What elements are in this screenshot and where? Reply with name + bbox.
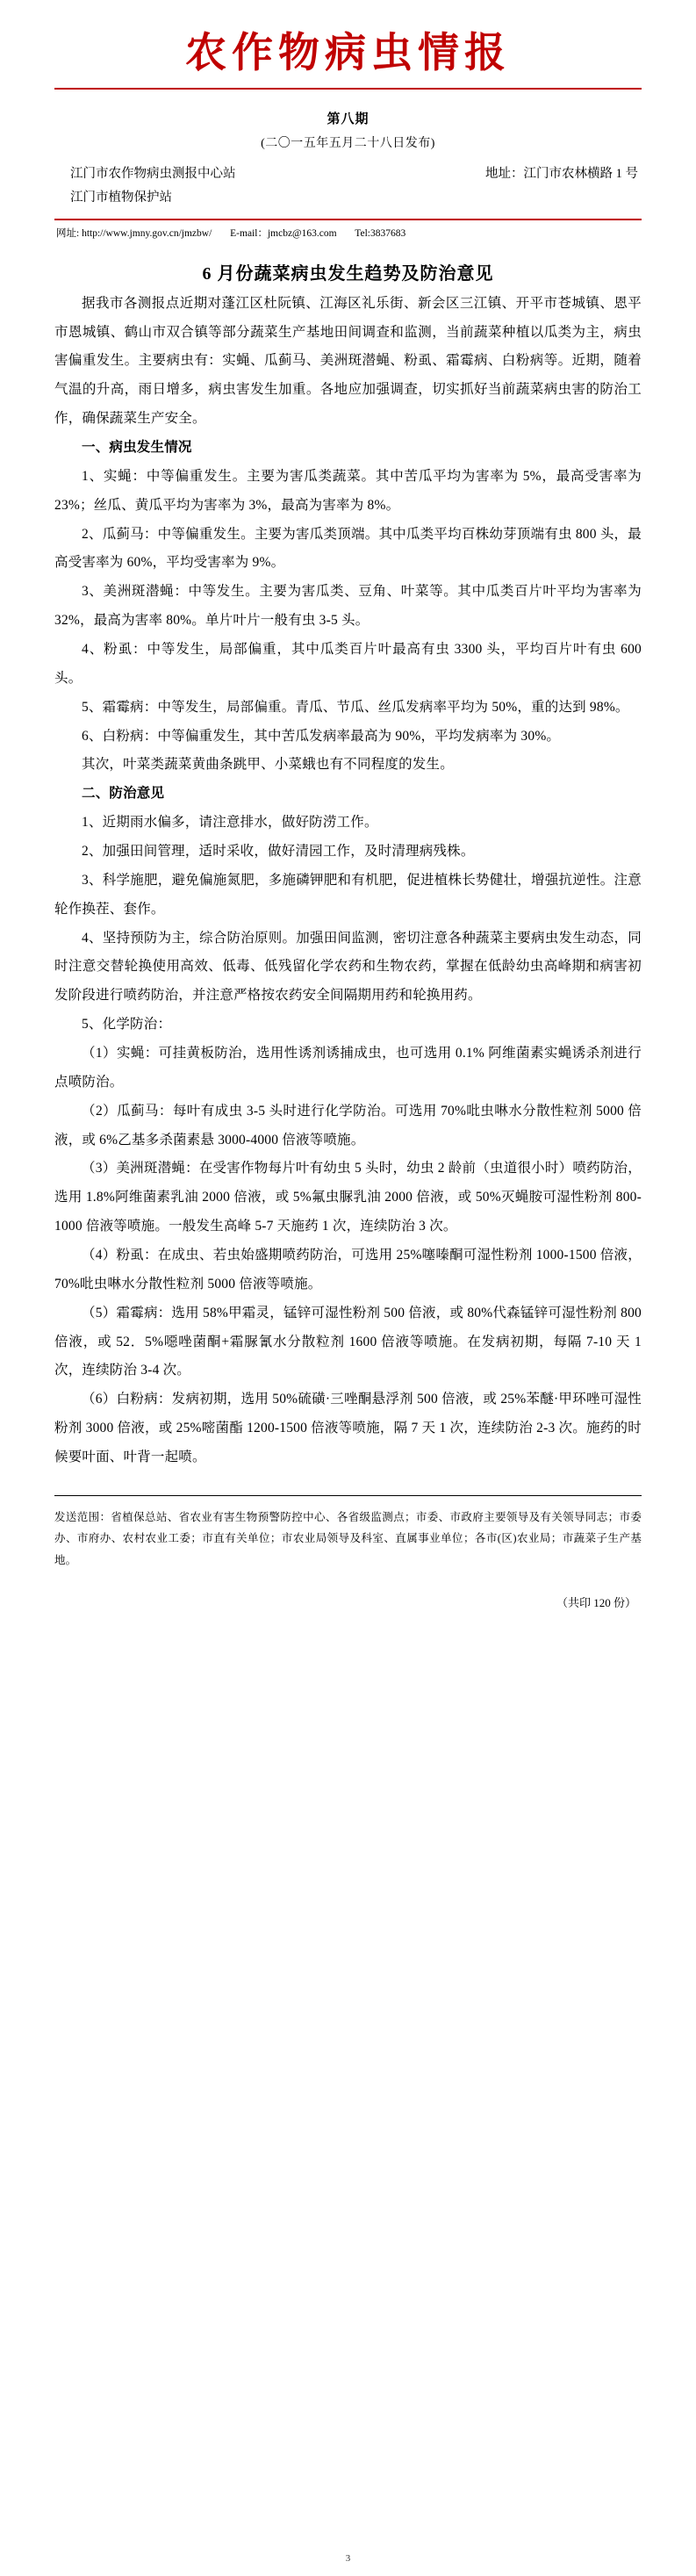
organization-address: 地址：江门市农林横路 1 号 bbox=[485, 167, 638, 182]
paragraph: （3）美洲斑潜蝇：在受害作物每片叶有幼虫 5 头时，幼虫 2 龄前（虫道很小时）喷药防治，选用 1.8%阿维菌素乳油 2000 倍液，或 5%氟虫脲乳油 2000 倍液，或 50%灭蝇胺可湿性粉剂 800-1000 倍液等喷施。一般发生高峰 5-7 天施药 1 次，连续防治 3 次。 bbox=[54, 1161, 642, 1234]
document-body bbox=[54, 290, 642, 1472]
issue-date: (二〇一五年五月二十八日发布) bbox=[261, 137, 435, 151]
paragraph: 2、加强田间管理，适时采收，做好清园工作，及时清理病残株。 bbox=[82, 844, 475, 859]
distribution-list: 发送范围：省植保总站、省农业有害生物预警防控中心、各省级监测点；市委、市政府主要领导及有关领导同志；市委办、市府办、农村农业工委；市直有关单位；市农业局领导及科室、直属事业单位；各市(区)农业局；市蔬菜子生产基地。 bbox=[54, 1510, 642, 1566]
issue-number: 第八期 bbox=[326, 112, 370, 127]
paragraph: 1、近期雨水偏多，请注意排水，做好防涝工作。 bbox=[82, 815, 378, 831]
telephone-text: Tel:3837683 bbox=[355, 227, 406, 239]
organization-line-2: 江门市植物保护站 bbox=[70, 190, 172, 205]
paragraph: 据我市各测报点近期对蓬江区杜阮镇、江海区礼乐街、新会区三江镇、开平市苍城镇、恩平市恩城镇、鹤山市双合镇等部分蔬菜生产基地田间调查和监测，当前蔬菜种植以瓜类为主，病虫害偏重发生。主要病虫有：实蝇、瓜蓟马、美洲斑潜蝇、粉虱、霜霉病、白粉病等。近期，随着气温的升高，雨日增多，病虫害发生加重。各地应加强调查，切实抓好当前蔬菜病虫害的防治工作，确保蔬菜生产安全。 bbox=[54, 295, 642, 427]
page-number: 3 bbox=[345, 2553, 351, 2564]
organization-block bbox=[54, 162, 642, 210]
paragraph: 6、白粉病：中等偏重发生，其中苦瓜发病率最高为 90%，平均发病率为 30%。 bbox=[82, 728, 561, 744]
masthead-divider bbox=[54, 88, 642, 90]
paragraph: 4、粉虱：中等发生，局部偏重，其中瓜类百片叶最高有虫 3300 头，平均百片叶有虫 600 头。 bbox=[54, 641, 642, 686]
contact-line bbox=[54, 226, 642, 240]
masthead-title: 农作物病虫情报 bbox=[185, 31, 511, 76]
paragraph: 5、化学防治： bbox=[82, 1017, 172, 1033]
page-title: 6 月份蔬菜病虫发生趋势及防治意见 bbox=[202, 263, 494, 284]
paragraph: （4）粉虱：在成虫、若虫始盛期喷药防治，可选用 25%噻嗪酮可湿性粉剂 1000-1500 倍液，70%吡虫啉水分散性粒剂 5000 倍液等喷施。 bbox=[54, 1248, 642, 1292]
paragraph: 其次，叶菜类蔬菜黄曲条跳甲、小菜蛾也有不同程度的发生。 bbox=[82, 757, 454, 773]
organization-line-1: 江门市农作物病虫测报中心站 bbox=[70, 167, 236, 182]
email-text: E-mail：jmcbz@163.com bbox=[230, 227, 337, 239]
paragraph: （6）白粉病：发病初期，选用 50%硫磺·三唑酮悬浮剂 500 倍液，或 25%苯醚·甲环唑可湿性粉剂 3000 倍液，或 25%嘧菌酯 1200-1500 倍液等喷施，隔 7 天 1 次，连续防治 2-3 次。施药的时候要叶面、叶背一起喷。 bbox=[54, 1392, 642, 1465]
footer-block bbox=[54, 1495, 642, 1610]
paragraph: 4、坚持预防为主，综合防治原则。加强田间监测，密切注意各种蔬菜主要病虫发生动态，同时注意交替轮换使用高效、低毒、低残留化学农药和生物农药，掌握在低龄幼虫高峰期和病害初发阶段进行喷药防治，并注意严格按农药安全间隔期用药和轮换用药。 bbox=[54, 930, 642, 1004]
paragraph: （1）实蝇：可挂黄板防治，选用性诱剂诱捕成虫，也可选用 0.1% 阿维菌素实蝇诱杀剂进行点喷防治。 bbox=[54, 1046, 642, 1090]
paragraph: 3、科学施肥，避免偏施氮肥，多施磷钾肥和有机肥，促进植株长势健壮，增强抗逆性。注意轮作换茬、套作。 bbox=[54, 872, 642, 917]
website-text: 网址: http://www.jmny.gov.cn/jmzbw/ bbox=[56, 227, 212, 239]
paragraph: 3、美洲斑潜蝇：中等发生。主要为害瓜类、豆角、叶菜等。其中瓜类百片叶平均为害率为 32%，最高为害率 80%。单片叶片一般有虫 3-5 头。 bbox=[54, 584, 642, 629]
paragraph: 2、瓜蓟马：中等偏重发生。主要为害瓜类顶端。其中瓜类平均百株幼芽顶端有虫 800 头，最高受害率为 60%，平均受害率为 9%。 bbox=[54, 526, 642, 571]
organization-names bbox=[54, 162, 236, 210]
section-heading: 二、防治意见 bbox=[82, 786, 165, 802]
header-divider bbox=[54, 219, 642, 220]
masthead bbox=[54, 23, 642, 151]
paragraph: 5、霜霉病：中等发生，局部偏重。青瓜、节瓜、丝瓜发病率平均为 50%，重的达到 98%。 bbox=[82, 699, 629, 715]
paragraph: 1、实蝇：中等偏重发生。主要为害瓜类蔬菜。其中苦瓜平均为害率为 5%，最高受害率为 23%；丝瓜、黄瓜平均为害率为 3%，最高为害率为 8%。 bbox=[54, 468, 642, 513]
section-heading: 一、病虫发生情况 bbox=[82, 439, 192, 455]
print-count: （共印 120 份） bbox=[556, 1596, 636, 1610]
paragraph: （5）霜霉病：选用 58%甲霜灵，锰锌可湿性粉剂 500 倍液，或 80%代森锰锌可湿性粉剂 800 倍液，或 52．5%噁唑菌酮+霜脲氰水分散粒剂 1600 倍液等喷施。在发病初期，每隔 7-10 天 1 次，连续防治 3-4 次。 bbox=[54, 1305, 642, 1378]
paragraph: （2）瓜蓟马：每叶有成虫 3-5 头时进行化学防治。可选用 70%吡虫啉水分散性粒剂 5000 倍液，或 6%乙基多杀菌素悬 3000-4000 倍液等喷施。 bbox=[54, 1103, 642, 1148]
